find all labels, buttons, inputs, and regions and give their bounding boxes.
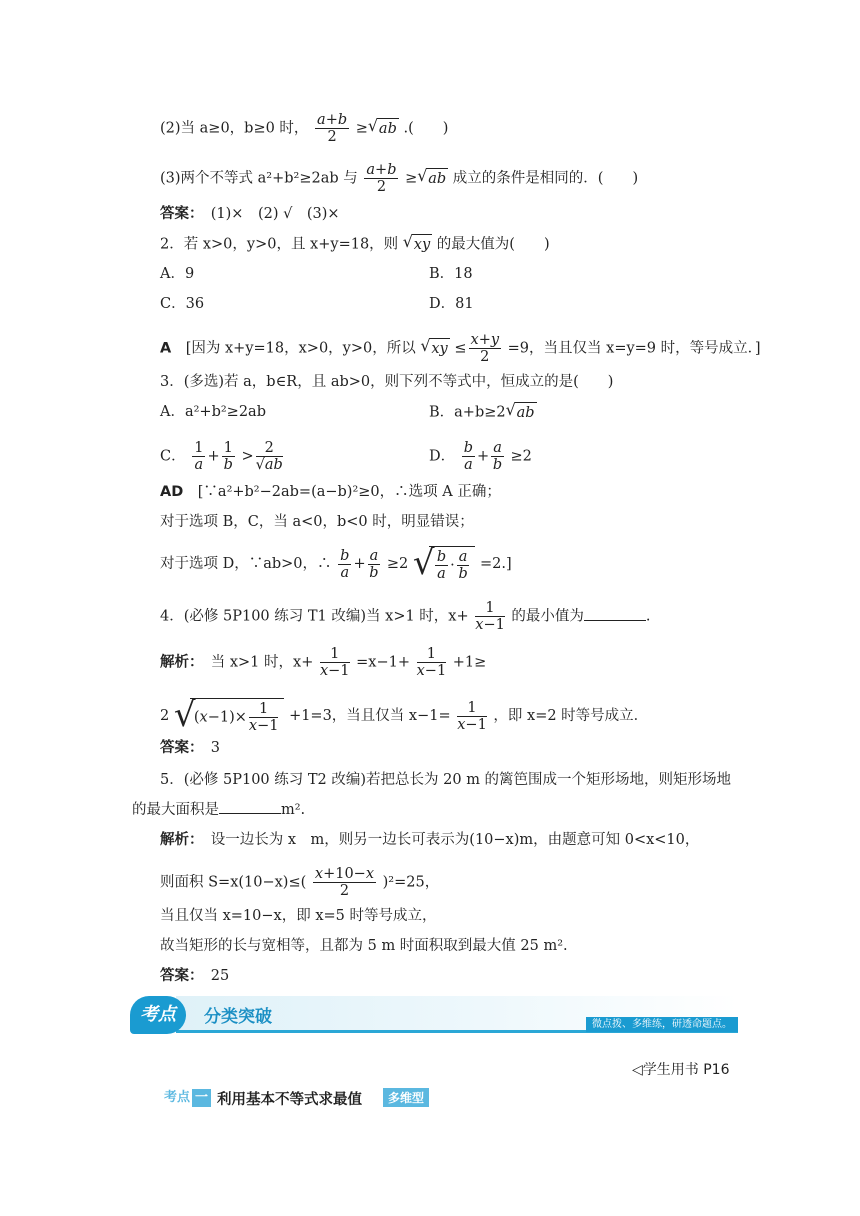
q4-solution-2: 2 √ (x−1)× $\frac{1}{x-1}$ +1=3，当且仅当 x−1= $\frac{1}{x-1}$ ，即 x=2 时等号成立．: [160, 695, 649, 735]
q4-stem: 4．(必修 5P100 练习 T1 改编)当 x>1 时，x+ $\frac{1}{x-1}$ 的最小值为 .: [160, 600, 651, 633]
q2-solution: A [因为 x+y=18，x>0，y>0，所以 √ xy ≤ $\frac{x+y}{2}$ =9，当且仅当 x=y=9 时，等号成立．]: [160, 332, 761, 365]
fraction: $\frac{1}{x-1}$: [319, 646, 350, 679]
q2-option-d: D．81: [429, 296, 474, 312]
sqrt-product: √ (x−1)× $\frac{1}{x-1}$: [174, 698, 285, 734]
q2-option-b: B．18: [429, 266, 473, 282]
fraction: $\frac{a+b}{2}$: [317, 112, 348, 145]
student-book-ref: ◁学生用书 P16: [632, 1062, 730, 1078]
sqrt-product: √ $\frac{b}{a}$ · $\frac{a}{b}$: [413, 546, 476, 582]
fraction: $\frac{1}{x-1}$: [416, 646, 447, 679]
q2-option-a: A．9: [160, 266, 195, 282]
kaodian-type-badge: 多维型: [383, 1088, 429, 1107]
fraction: $\frac{1}{a}$: [194, 440, 204, 473]
q2-stem: 2．若 x>0，y>0，且 x+y=18，则 √ xy 的最大值为( ): [160, 232, 550, 253]
q1-answer: 答案： (1)× (2) √ (3)×: [160, 206, 340, 222]
q5-answer: 答案： 25: [160, 968, 230, 984]
q3-option-d: D． $\frac{b}{a}$ + $\frac{a}{b}$ ≥2: [429, 440, 532, 473]
sqrt-xy: √ xy: [402, 232, 431, 253]
q2-option-c: C．36: [160, 296, 205, 312]
fraction: $\frac{b}{a}$: [340, 547, 350, 581]
fraction: $\frac{x+y}{2}$: [470, 332, 500, 365]
q5-stem-1: 5．(必修 5P100 练习 T2 改编)若把总长为 20 m 的篱笆围成一个矩形场地，则矩形场地: [160, 772, 732, 788]
q3-solution-1: AD [∵a²+b²−2ab=(a−b)²≥0，∴选项 A 正确；: [160, 484, 501, 500]
q3-stem: 3．(多选)若 a，b∈R，且 ab>0，则下列不等式中，恒成立的是( ): [160, 374, 614, 390]
kaodian-tag: 考点 一: [160, 1089, 215, 1107]
q3-solution-2: 对于选项 B，C，当 a<0，b<0 时，明显错误；: [160, 514, 474, 530]
q5-solution-1: 解析： 设一边长为 x m，则另一边长可表示为(10−x)m，由题意可知 0<x<10，: [160, 832, 700, 848]
fraction: $\frac{b}{a}$: [463, 440, 474, 473]
fraction: $\frac{1}{b}$: [223, 440, 233, 473]
fraction: $\frac{1}{x-1}$: [475, 600, 505, 633]
sqrt-ab: √ ab: [417, 166, 447, 187]
q1-item2: (2)当 a≥0，b≥0 时， $\frac{a+b}{2}$ ≥ √ ab .( ): [160, 112, 449, 145]
answer-blank: [219, 801, 281, 814]
sqrt-ab: √ ab: [505, 400, 535, 421]
sqrt-ab: √ ab: [367, 116, 397, 137]
banner-title: 分类突破: [204, 1007, 272, 1027]
q1-item3: (3)两个不等式 a²+b²≥2ab 与 $\frac{a+b}{2}$ ≥ √ ab 成立的条件是相同的．( ): [160, 162, 639, 195]
fraction: $\frac{1}{x-1}$: [457, 699, 487, 733]
fraction: $\frac{a}{b}$: [369, 547, 379, 581]
q3-option-c: C． $\frac{1}{a}$ + $\frac{1}{b}$ > $\frac{2}{√ab}$: [160, 440, 283, 473]
q3-solution-3: 对于选项 D，∵ab>0，∴ $\frac{b}{a}$ + $\frac{a}{b}$ ≥2 √ $\frac{b}{a}$ · $\frac{a}{b}$ =2.]: [160, 543, 512, 583]
banner-subtitle: 微点拨、多维练，研透命题点。: [586, 1017, 738, 1032]
fraction: $\frac{a}{b}$: [492, 440, 503, 473]
q5-solution-3: 当且仅当 x=10−x，即 x=5 时等号成立，: [160, 908, 437, 924]
section-banner: [130, 996, 738, 1038]
q3-option-b: B．a+b≥2 √ ab: [429, 400, 535, 421]
q5-solution-4: 故当矩形的长与宽相等，且都为 5 m 时面积取到最大值 25 m².: [160, 938, 568, 954]
kaodian-title: 利用基本不等式求最值: [217, 1092, 362, 1108]
fraction: $\frac{x+10-x}{2}$: [314, 866, 375, 899]
q5-stem-2: 的最大面积是 m².: [132, 802, 306, 818]
q4-solution-1: 解析： 当 x>1 时，x+ $\frac{1}{x-1}$ =x−1+ $\frac{1}{x-1}$ +1≥: [160, 646, 487, 679]
fraction: $\frac{a+b}{2}$: [366, 162, 397, 195]
q4-answer: 答案： 3: [160, 740, 220, 756]
q5-solution-2: 则面积 S=x(10−x)≤( $\frac{x+10-x}{2}$ )²=25，: [160, 866, 440, 899]
q3-option-a: A．a²+b²≥2ab: [160, 404, 266, 420]
answer-blank: [584, 608, 646, 621]
banner-badge: 考点: [130, 996, 186, 1034]
sqrt-xy: √ xy: [420, 336, 448, 357]
fraction: $\frac{2}{√ab}$: [255, 440, 283, 473]
